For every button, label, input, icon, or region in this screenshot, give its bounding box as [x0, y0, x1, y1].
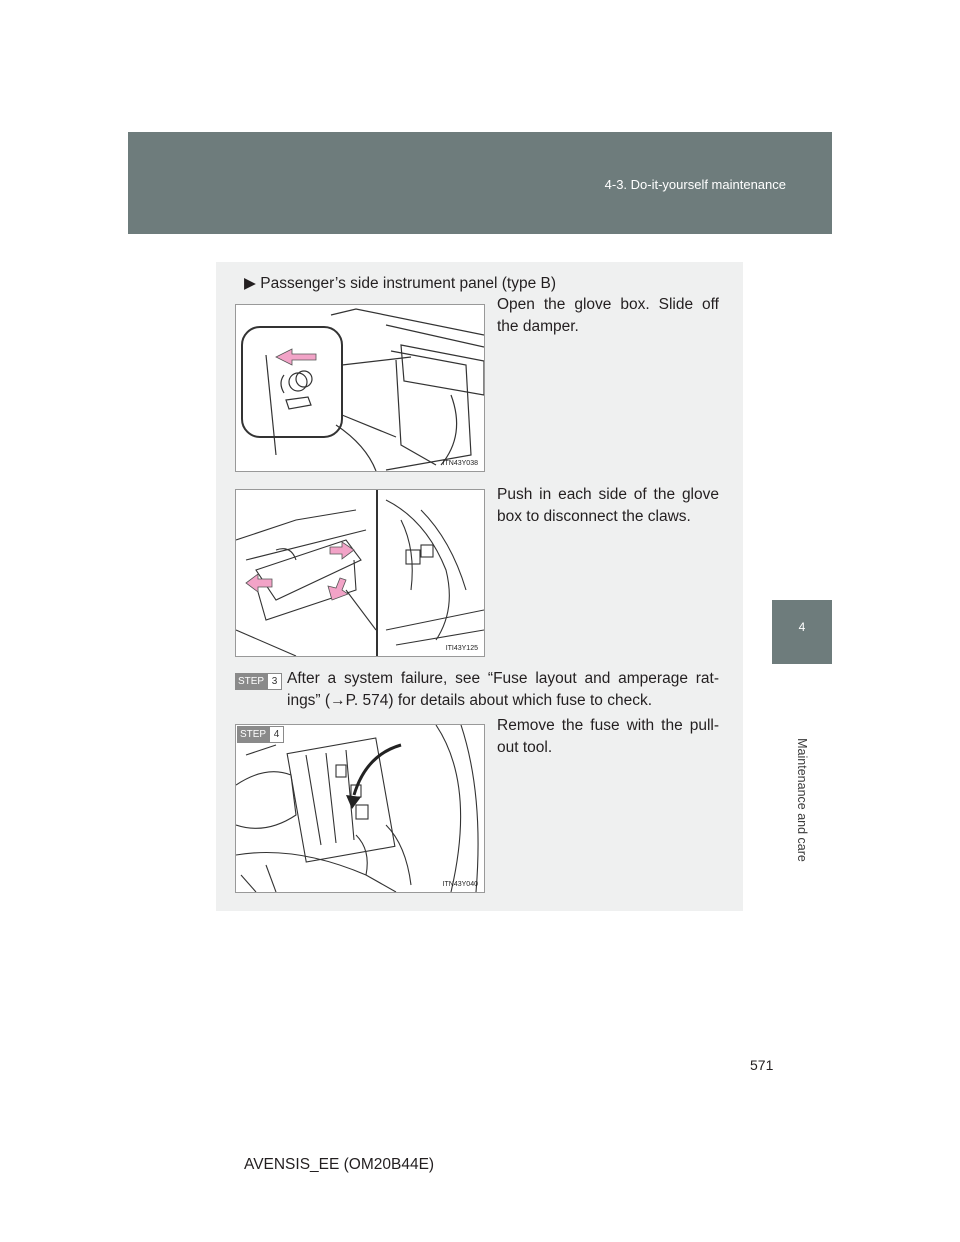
chapter-number: 4 [798, 620, 806, 634]
triangle-bullet-icon: ▶ [244, 275, 256, 292]
illustration-glove-box-damper [235, 304, 485, 472]
step-4-badge [237, 726, 282, 743]
illustration-glove-box-claws [235, 489, 485, 657]
page-header [128, 132, 832, 234]
page-number: 571 [750, 1057, 774, 1073]
figure-code: ITN43Y040 [442, 881, 478, 888]
arrow-left-icon [246, 574, 272, 592]
step-3-badge [235, 673, 280, 690]
figure-code: ITI43Y125 [445, 645, 478, 652]
chapter-tab [772, 600, 832, 664]
step-label: STEP [235, 673, 267, 690]
step-label: STEP [237, 726, 269, 743]
curved-arrow-icon [346, 795, 361, 809]
fuse-drawing [236, 725, 484, 892]
arrow-down-icon [328, 578, 348, 600]
damper-drawing [236, 305, 484, 471]
content-panel [216, 262, 743, 911]
step-number: 3 [267, 673, 282, 690]
bullet-heading [244, 274, 556, 293]
arrow-icon [276, 349, 316, 365]
claws-drawing [236, 490, 484, 656]
step-number: 4 [269, 726, 284, 743]
figure-code: ITN43Y038 [442, 460, 478, 467]
block2-text: Push in each side of the glove box to disconnect the claws. [497, 486, 719, 525]
bullet-text: Passenger’s side instrument panel (type B) [260, 275, 557, 292]
step4-text: Remove the fuse with the pull-out tool. [497, 717, 719, 756]
illustration-fuse-removal [235, 724, 485, 893]
document-code: AVENSIS_EE (OM20B44E) [244, 1156, 435, 1173]
section-title: 4-3. Do-it-yourself maintenance [604, 177, 786, 192]
step3-text: After a system failure, see “Fuse layout and amperage rat-ings” (→P. 574) for details about which fuse to check. [287, 670, 719, 709]
block1-text: Open the glove box. Slide off the damper. [497, 296, 719, 335]
chapter-label: Maintenance and care [795, 738, 809, 862]
